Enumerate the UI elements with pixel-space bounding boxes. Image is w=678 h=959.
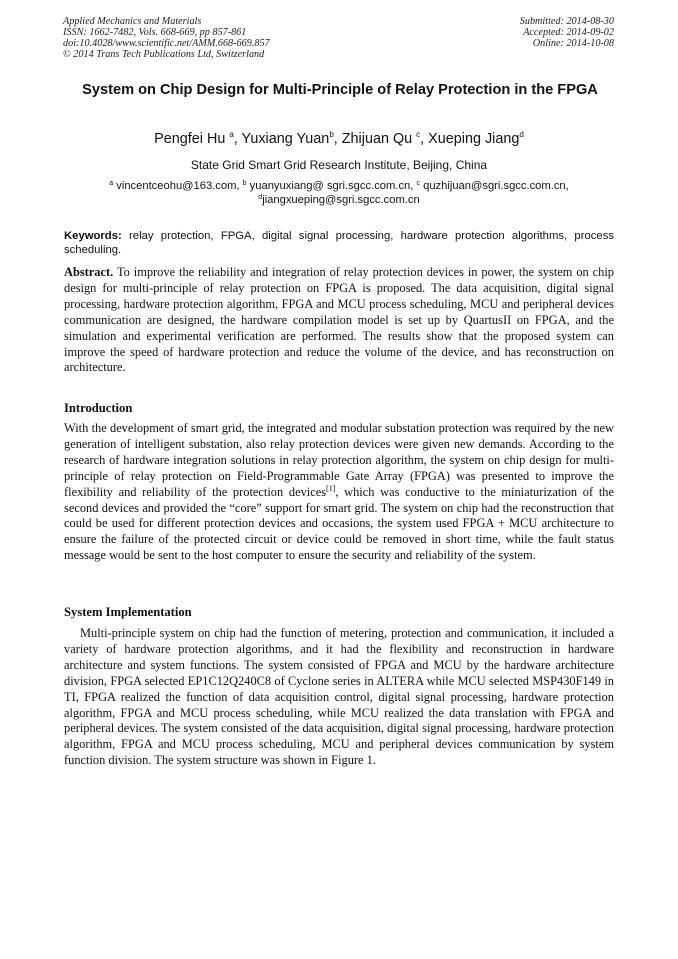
keywords-label: Keywords:	[64, 230, 122, 242]
system-implementation-heading: System Implementation	[64, 605, 192, 619]
online-date: Online: 2014-10-08	[532, 38, 614, 49]
email-address: quzhijuan@sgri.sgcc.com.cn,	[423, 180, 569, 192]
intro-text-part2: , which was conductive to the miniaturization of the second devices and provided the “core” support for smart grid. The system on chip had the reconstruction that could be used for different protection devices and occasions, the system used FPGA + MCU architecture to ensure the failure of the protected circuit or device could be removed in short time, while the fault status message would be sent to the host computer to ensure the security and reliability of the system.	[64, 484, 614, 563]
author-marker: b	[329, 130, 334, 139]
author-name: Yuxiang Yuan	[241, 131, 330, 147]
keywords-text: relay protection, FPGA, digital signal processing, hardware protection algorithms, process scheduling.	[64, 230, 614, 256]
author-name: Xueping Jiang	[428, 131, 520, 147]
submitted-date: Submitted: 2014-08-30	[519, 16, 614, 27]
doi-line: doi:10.4028/www.scientific.net/AMM.668-669.857	[63, 38, 270, 49]
citation-ref: [1]	[326, 483, 336, 493]
system-implementation-paragraph: Multi-principle system on chip had the function of metering, protection and communication, it included a variety of hardware protection algorithms, and it had the flexibility and reconstruction in hardware architecture and system functions. The system consisted of FPGA and MCU by the hardware architecture division, FPGA selected EP1C12Q240C8 of Cyclone series in ALTERA while MCU selected MSP430F149 in TI, FPGA realized the function of data acquisition control, digital signal processing, hardware protection algorithm, FPGA and MCU process scheduling, while MCU realized the data translation with FPGA and peripheral devices. The system consisted of the data acquisition, digital signal processing, hardware protection algorithm, FPGA and MCU process scheduling, MCU and peripheral devices communication by system function division. The system structure was shown in Figure 1.	[64, 626, 614, 768]
email-list	[60, 179, 618, 207]
email-marker: d	[258, 194, 263, 201]
dates-header	[520, 16, 614, 49]
author-separator: ,	[233, 131, 242, 147]
paper-title: System on Chip Design for Multi-Principle of Relay Protection in the FPGA	[82, 82, 598, 98]
email-address: yuanyuxiang@ sgri.sgcc.com.cn,	[249, 180, 417, 192]
journal-name: Applied Mechanics and Materials	[63, 16, 202, 27]
introduction-heading: Introduction	[64, 401, 133, 415]
journal-header	[63, 16, 270, 60]
author-marker: d	[519, 130, 524, 139]
email-marker: c	[416, 180, 420, 187]
abstract-text: To improve the reliability and integration of relay protection devices in power, the system on chip design for multi-principle of relay protection on FPGA is proposed. The data acquisition, digital signal processing, hardware protection algorithm, FPGA and MCU process scheduling, MCU and peripheral devices communication are designed, the hardware compilation model is set up by QuartusII on FPGA, and the simulation and experimental verification are performed. The results show that the proposed system can improve the speed of hardware protection and reduce the volume of the device, and has reconstruction on architecture.	[64, 265, 614, 375]
abstract-label: Abstract.	[64, 265, 114, 279]
author-name: Pengfei Hu	[154, 131, 226, 147]
keywords	[64, 229, 614, 257]
accepted-date: Accepted: 2014-09-02	[523, 27, 614, 38]
affiliation: State Grid Smart Grid Research Institute, Beijing, China	[190, 158, 488, 172]
email-marker: a	[109, 180, 114, 187]
author-marker: a	[229, 130, 234, 139]
intro-text-part1: With the development of smart grid, the integrated and modular substation protection was required by the new generation of intelligent substation, also relay protection devices were given new demands. According to the research of hardware integration solutions in relay protection algorithm, the system on chip design for multi-principle of relay protection on Field-Programmable Gate Array (FPGA) was presented to improve the flexibility and reliability of the protection devices	[64, 421, 614, 499]
author-name: Zhijuan Qu	[341, 131, 413, 147]
author-list	[60, 130, 618, 148]
email-address: vincentceohu@163.com,	[116, 180, 243, 192]
abstract	[64, 265, 614, 376]
email-marker: b	[242, 180, 247, 187]
email-address: jiangxueping@sgri.sgcc.com.cn	[262, 194, 420, 206]
author-separator: ,	[333, 131, 342, 147]
issn-line: ISSN: 1662-7482, Vols. 668-669, pp 857-861	[63, 27, 247, 38]
author-separator: ,	[420, 131, 429, 147]
author-marker: c	[416, 130, 421, 139]
introduction-paragraph	[64, 421, 614, 564]
copyright-line: © 2014 Trans Tech Publications Ltd, Switzerland	[63, 49, 265, 60]
